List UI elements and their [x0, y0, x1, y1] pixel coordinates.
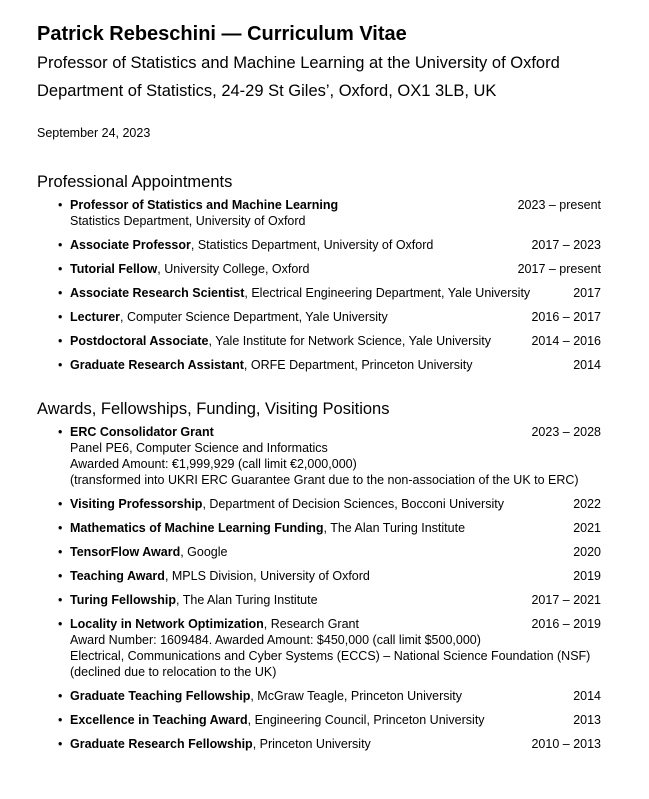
entry-description: , Electrical Engineering Department, Yale University [244, 286, 531, 300]
entry-title: Graduate Research Fellowship [70, 737, 253, 751]
entry-years: 2014 [573, 689, 601, 703]
list-item [37, 424, 601, 488]
entry-text [70, 544, 227, 560]
bullet-icon: • [58, 198, 63, 212]
entry-text [70, 309, 388, 325]
entry-main-line [70, 592, 601, 608]
entry-years: 2016 – 2019 [531, 617, 601, 631]
entry-detail: (declined due to relocation to the UK) [70, 665, 277, 679]
entry-description: , Engineering Council, Princeton University [247, 713, 485, 727]
entry-text [70, 568, 370, 584]
entry-years: 2010 – 2013 [531, 737, 601, 751]
bullet-icon: • [58, 310, 63, 324]
entry-years: 2023 – present [517, 198, 601, 212]
entry-title: ERC Consolidator Grant [70, 425, 214, 439]
bullet-icon: • [58, 617, 63, 631]
entry-text [70, 592, 318, 608]
entry-main-line [70, 197, 601, 213]
entry-main-line [70, 357, 601, 373]
list-item [37, 736, 601, 752]
entry-detail: Panel PE6, Computer Science and Informatics [70, 441, 328, 455]
entry-years: 2013 [573, 713, 601, 727]
entry-main-line [70, 736, 601, 752]
entry-main-line [70, 333, 601, 349]
entry-title: Excellence in Teaching Award [70, 713, 248, 727]
entry-main-line [70, 544, 601, 560]
list-item [37, 592, 601, 608]
position-line: Professor of Statistics and Machine Learning at the University of Oxford [37, 54, 560, 72]
list-item [37, 261, 601, 277]
entry-detail: Statistics Department, University of Oxford [70, 214, 306, 228]
entry-main-line [70, 496, 601, 512]
entry-title: Teaching Award [70, 569, 165, 583]
entry-years: 2017 – 2021 [531, 593, 601, 607]
entry-main-line [70, 261, 601, 277]
entry-title: Locality in Network Optimization [70, 617, 264, 631]
entry-description: , Google [180, 545, 228, 559]
entry-title: Graduate Teaching Fellowship [70, 689, 251, 703]
entry-text [70, 520, 465, 536]
list-item [37, 357, 601, 373]
entry-title: Turing Fellowship [70, 593, 177, 607]
entry-years: 2014 – 2016 [531, 334, 601, 348]
bullet-icon: • [58, 521, 63, 535]
appointments-heading: Professional Appointments [37, 173, 233, 191]
bullet-icon: • [58, 713, 63, 727]
entry-main-line [70, 285, 601, 301]
entry-text [70, 736, 371, 752]
entry-text [70, 261, 309, 277]
entry-text [70, 197, 338, 213]
entry-years: 2017 – 2023 [531, 238, 601, 252]
entry-main-line [70, 520, 601, 536]
bullet-icon: • [58, 262, 63, 276]
awards-heading: Awards, Fellowships, Funding, Visiting Positions [37, 400, 390, 418]
bullet-icon: • [58, 569, 63, 583]
appointments-list [37, 197, 601, 373]
entry-detail: (transformed into UKRI ERC Guarantee Grant due to the non-association of the UK to ERC) [70, 473, 579, 487]
list-item [37, 237, 601, 253]
entry-title: Graduate Research Assistant [70, 358, 244, 372]
entry-description: , Princeton University [252, 737, 371, 751]
list-item [37, 285, 601, 301]
entry-description: , McGraw Teagle, Princeton University [250, 689, 463, 703]
entry-years: 2020 [573, 545, 601, 559]
entry-main-line [70, 568, 601, 584]
cv-date: September 24, 2023 [37, 126, 151, 140]
bullet-icon: • [58, 545, 63, 559]
address-line: Department of Statistics, 24-29 St Giles’, Oxford, OX1 3LB, UK [37, 82, 497, 100]
list-item [37, 496, 601, 512]
entry-main-line [70, 237, 601, 253]
entry-description: , University College, Oxford [157, 262, 310, 276]
awards-list [37, 424, 601, 752]
bullet-icon: • [58, 497, 63, 511]
entry-title: TensorFlow Award [70, 545, 181, 559]
entry-years: 2023 – 2028 [531, 425, 601, 439]
entry-title: Professor of Statistics and Machine Learning [70, 198, 339, 212]
entry-detail: Electrical, Communications and Cyber Systems (ECCS) – National Science Foundation (NSF) [70, 649, 591, 663]
entry-years: 2019 [573, 569, 601, 583]
entry-text [70, 424, 214, 440]
entry-detail: Award Number: 1609484. Awarded Amount: $450,000 (call limit $500,000) [70, 633, 481, 647]
entry-detail: Awarded Amount: €1,999,929 (call limit €2,000,000) [70, 457, 357, 471]
entry-title: Visiting Professorship [70, 497, 203, 511]
entry-description: , The Alan Turing Institute [176, 593, 318, 607]
bullet-icon: • [58, 737, 63, 751]
entry-text [70, 357, 472, 373]
list-item [37, 309, 601, 325]
entry-title: Associate Professor [70, 238, 191, 252]
bullet-icon: • [58, 286, 63, 300]
entry-description: , Computer Science Department, Yale University [120, 310, 388, 324]
bullet-icon: • [58, 425, 63, 439]
list-item [37, 520, 601, 536]
cv-page [37, 22, 601, 760]
entry-years: 2021 [573, 521, 601, 535]
entry-years: 2017 – present [517, 262, 601, 276]
entry-title: Lecturer [70, 310, 121, 324]
entry-description: , Statistics Department, University of Oxford [190, 238, 434, 252]
entry-main-line [70, 424, 601, 440]
entry-text [70, 616, 359, 632]
entry-text [70, 333, 491, 349]
entry-main-line [70, 712, 601, 728]
bullet-icon: • [58, 593, 63, 607]
entry-text [70, 496, 504, 512]
entry-description: , Yale Institute for Network Science, Yale University [208, 334, 492, 348]
entry-title: Postdoctoral Associate [70, 334, 209, 348]
list-item [37, 688, 601, 704]
entry-text [70, 237, 433, 253]
list-item [37, 616, 601, 680]
list-item [37, 197, 601, 229]
list-item [37, 333, 601, 349]
entry-title: Mathematics of Machine Learning Funding [70, 521, 324, 535]
entry-years: 2017 [573, 286, 601, 300]
entry-description: , MPLS Division, University of Oxford [164, 569, 370, 583]
cv-title: Patrick Rebeschini — Curriculum Vitae [37, 23, 407, 45]
entry-description: , ORFE Department, Princeton University [243, 358, 473, 372]
entry-text [70, 688, 462, 704]
entry-main-line [70, 688, 601, 704]
list-item [37, 712, 601, 728]
entry-title: Associate Research Scientist [70, 286, 245, 300]
entry-text [70, 285, 530, 301]
entry-years: 2016 – 2017 [531, 310, 601, 324]
entry-main-line [70, 616, 601, 632]
bullet-icon: • [58, 358, 63, 372]
entry-title: Tutorial Fellow [70, 262, 158, 276]
entry-description: , Research Grant [263, 617, 359, 631]
bullet-icon: • [58, 689, 63, 703]
entry-main-line [70, 309, 601, 325]
bullet-icon: • [58, 334, 63, 348]
entry-text [70, 712, 485, 728]
entry-years: 2014 [573, 358, 601, 372]
entry-years: 2022 [573, 497, 601, 511]
entry-description: , Department of Decision Sciences, Bocconi University [202, 497, 504, 511]
entry-description: , The Alan Turing Institute [323, 521, 466, 535]
bullet-icon: • [58, 238, 63, 252]
list-item [37, 568, 601, 584]
list-item [37, 544, 601, 560]
